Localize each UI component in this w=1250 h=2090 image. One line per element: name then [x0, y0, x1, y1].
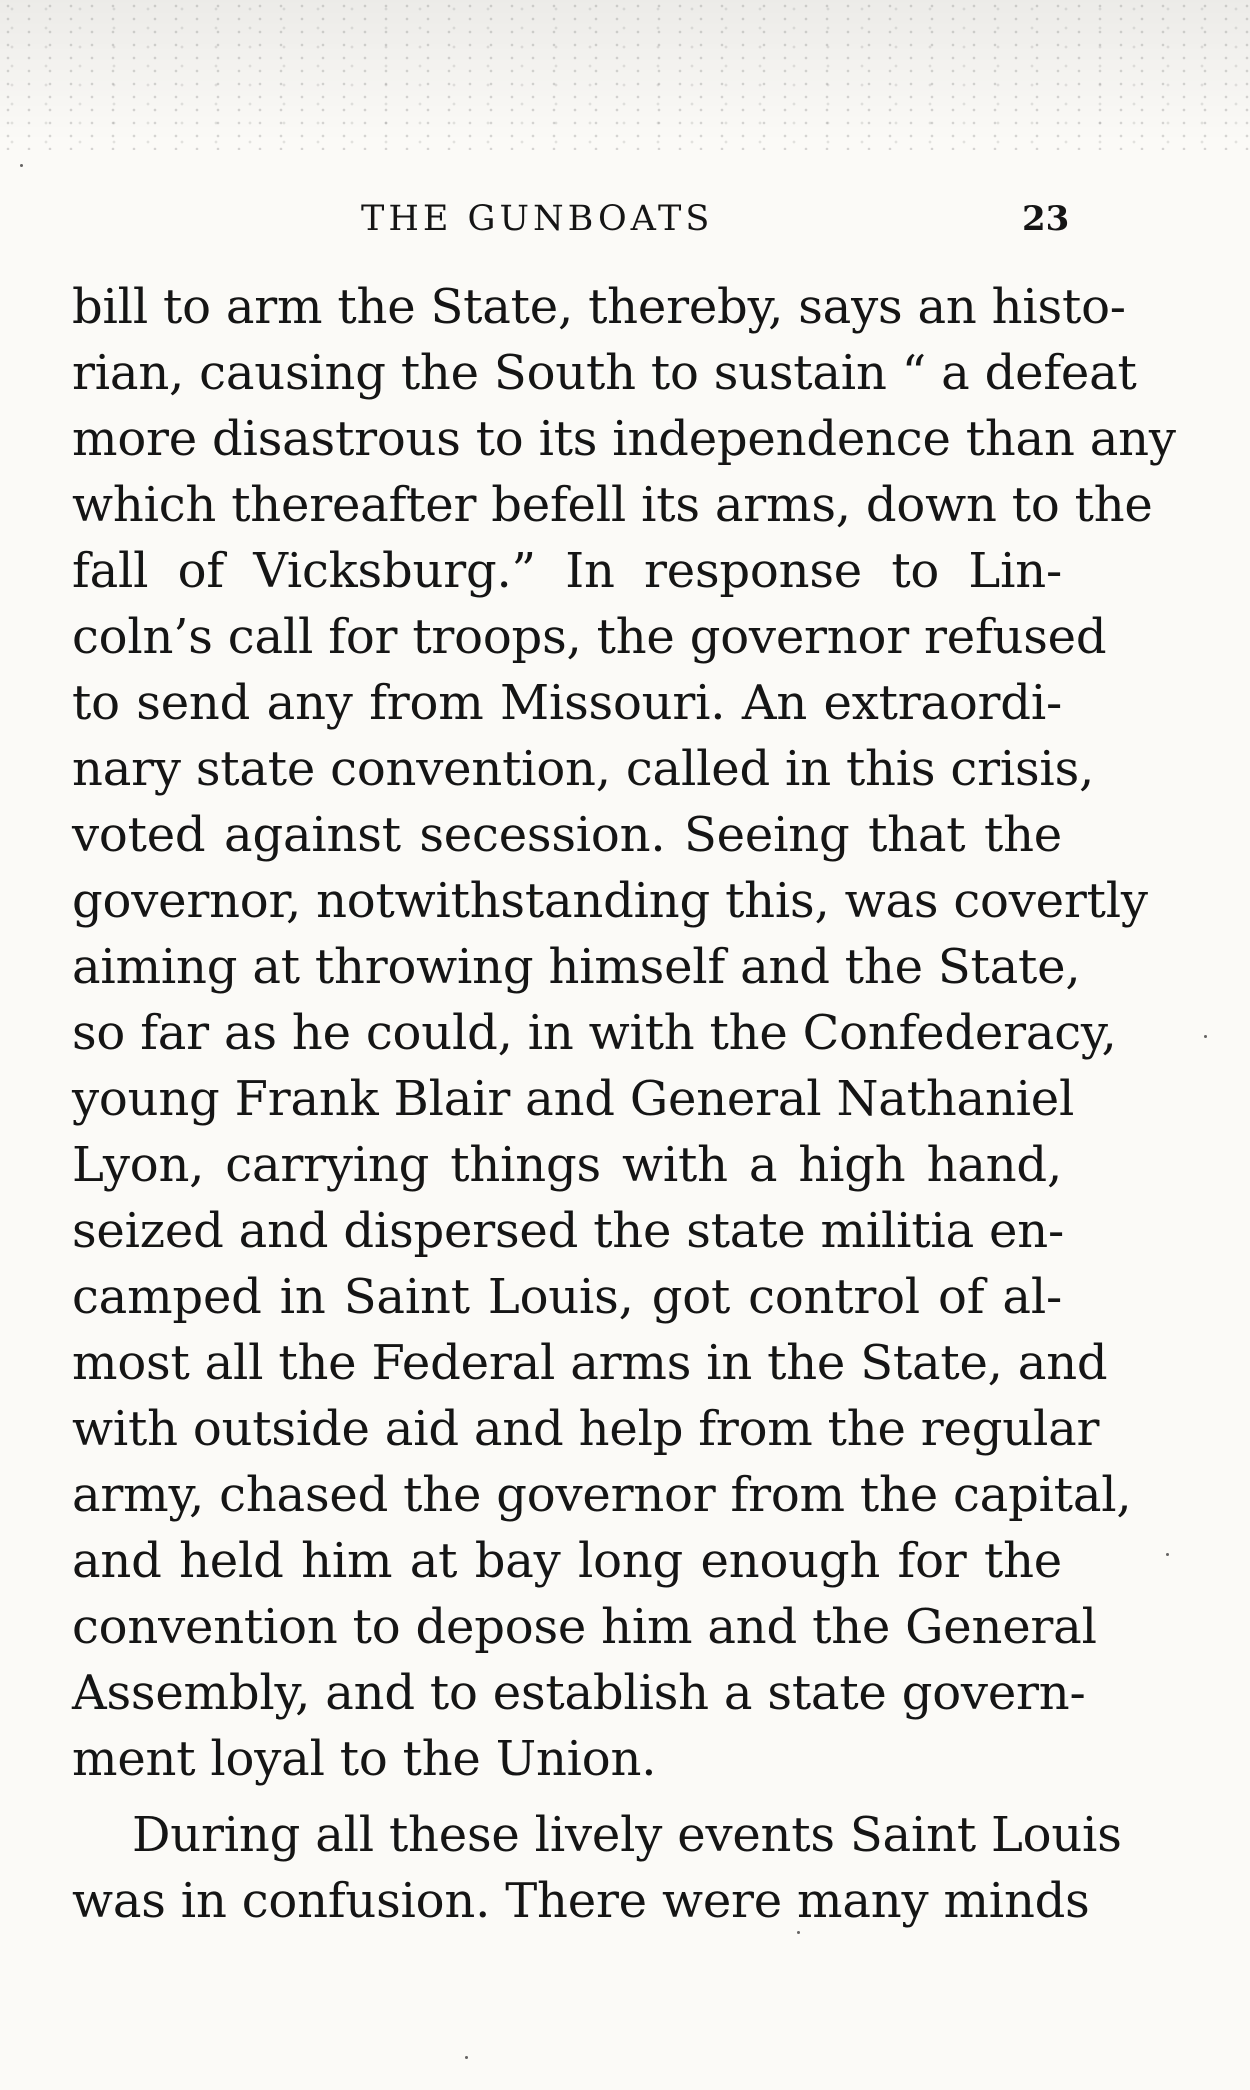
scan-speck	[1204, 1035, 1207, 1038]
text-line: army, chased the governor from the capital,	[72, 1467, 1132, 1523]
text-line: with outside aid and help from the regular	[72, 1401, 1100, 1457]
text-line: young Frank Blair and General Nathaniel	[72, 1071, 1075, 1127]
text-line: ment loyal to the Union.	[72, 1731, 657, 1787]
text-line: Assembly, and to establish a state govern-	[72, 1665, 1086, 1721]
text-line: and held him at bay long enough for the	[72, 1533, 1062, 1589]
scan-noise	[0, 0, 1250, 150]
text-line: seized and dispersed the state militia en-	[72, 1203, 1064, 1259]
scan-speck	[1166, 1553, 1169, 1556]
text-line: aiming at throwing himself and the State,	[72, 939, 1081, 995]
scan-speck	[465, 2056, 468, 2059]
text-line: camped in Saint Louis, got control of al-	[72, 1269, 1062, 1325]
text-line: coln’s call for troops, the governor refused	[72, 609, 1107, 665]
text-line: governor, notwithstanding this, was covertly	[72, 873, 1148, 929]
text-line: rian, causing the South to sustain “ a defeat	[72, 345, 1137, 401]
text-line: most all the Federal arms in the State, and	[72, 1335, 1108, 1391]
text-line: Lyon, carrying things with a high hand,	[72, 1137, 1062, 1193]
text-line: voted against secession. Seeing that the	[72, 807, 1062, 863]
text-line: to send any from Missouri. An extraordi-	[72, 675, 1062, 731]
text-line: fall of Vicksburg.” In response to Lin-	[72, 543, 1062, 599]
page-number: 23	[1022, 199, 1070, 239]
text-line: bill to arm the State, thereby, says an histo-	[72, 279, 1126, 335]
text-line: which thereafter befell its arms, down to the	[72, 477, 1153, 533]
running-title: THE GUNBOATS	[361, 199, 714, 239]
text-line: so far as he could, in with the Confederacy,	[72, 1005, 1117, 1061]
text-line: more disastrous to its independence than any	[72, 411, 1176, 467]
text-line: nary state convention, called in this crisis,	[72, 741, 1095, 797]
text-line: was in confusion. There were many minds	[72, 1873, 1090, 1929]
running-head	[0, 198, 1250, 250]
scan-speck	[20, 164, 23, 167]
text-line: convention to depose him and the General	[72, 1599, 1097, 1655]
text-line: During all these lively events Saint Louis	[132, 1807, 1122, 1863]
